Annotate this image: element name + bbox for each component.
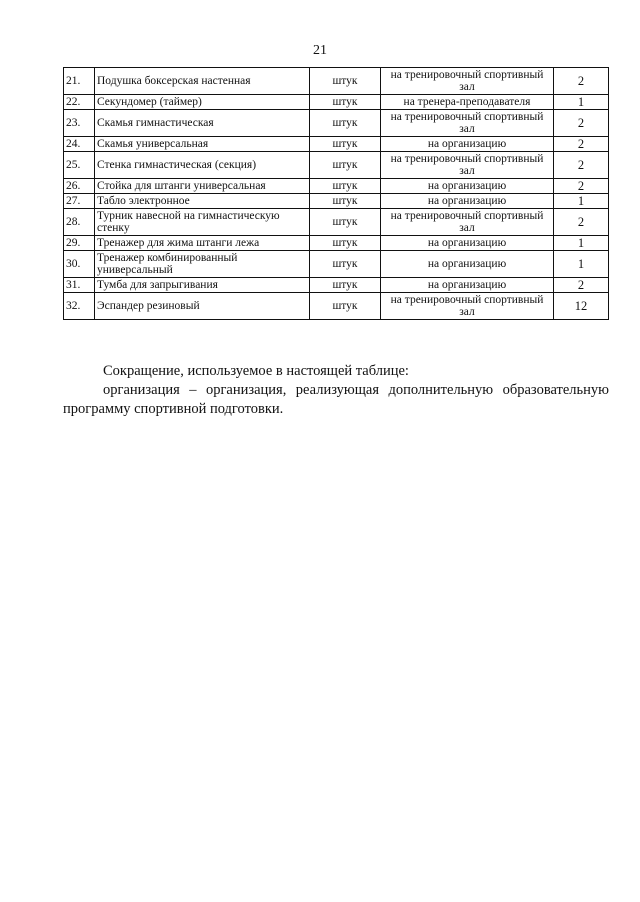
row-quantity: 1 — [554, 194, 609, 209]
row-number: 29. — [64, 236, 95, 251]
row-unit: штук — [310, 194, 381, 209]
row-quantity: 2 — [554, 137, 609, 152]
table-row — [64, 278, 609, 293]
table-row — [64, 236, 609, 251]
footnote-body: организация – организация, реализующая дополнительную образовательную программу спортивной подготовки. — [63, 382, 609, 417]
row-destination: на тренировочный спортивный зал — [381, 209, 554, 236]
row-name: Тренажер для жима штанги лежа — [95, 236, 310, 251]
equipment-table — [63, 67, 609, 320]
table-row — [64, 110, 609, 137]
row-unit: штук — [310, 293, 381, 320]
row-quantity: 2 — [554, 152, 609, 179]
row-number: 22. — [64, 95, 95, 110]
row-name: Турник навесной на гимнастическую стенку — [95, 209, 310, 236]
row-destination: на тренировочный спортивный зал — [381, 110, 554, 137]
row-name: Стенка гимнастическая (секция) — [95, 152, 310, 179]
row-name: Эспандер резиновый — [95, 293, 310, 320]
row-number: 24. — [64, 137, 95, 152]
row-unit: штук — [310, 110, 381, 137]
row-unit: штук — [310, 179, 381, 194]
row-name: Скамья универсальная — [95, 137, 310, 152]
table-row — [64, 152, 609, 179]
row-destination: на организацию — [381, 278, 554, 293]
table-row — [64, 251, 609, 278]
row-quantity: 2 — [554, 278, 609, 293]
row-unit: штук — [310, 152, 381, 179]
row-number: 27. — [64, 194, 95, 209]
row-name: Тумба для запрыгивания — [95, 278, 310, 293]
row-quantity: 1 — [554, 236, 609, 251]
row-quantity: 2 — [554, 179, 609, 194]
row-quantity: 2 — [554, 110, 609, 137]
row-quantity: 1 — [554, 95, 609, 110]
row-unit: штук — [310, 137, 381, 152]
row-name: Табло электронное — [95, 194, 310, 209]
row-number: 21. — [64, 68, 95, 95]
table-row — [64, 209, 609, 236]
table-row — [64, 95, 609, 110]
row-destination: на организацию — [381, 179, 554, 194]
row-name: Секундомер (таймер) — [95, 95, 310, 110]
row-unit: штук — [310, 209, 381, 236]
row-name: Подушка боксерская настенная — [95, 68, 310, 95]
footnote-title: Сокращение, используемое в настоящей таблице: — [103, 363, 409, 379]
row-name: Тренажер комбинированный универсальный — [95, 251, 310, 278]
page-number: 21 — [313, 43, 327, 58]
row-quantity: 1 — [554, 251, 609, 278]
row-quantity: 2 — [554, 68, 609, 95]
table-row — [64, 137, 609, 152]
row-destination: на тренировочный спортивный зал — [381, 152, 554, 179]
row-number: 30. — [64, 251, 95, 278]
table-row — [64, 194, 609, 209]
row-number: 31. — [64, 278, 95, 293]
table-row — [64, 68, 609, 95]
row-destination: на организацию — [381, 251, 554, 278]
row-number: 26. — [64, 179, 95, 194]
row-destination: на организацию — [381, 236, 554, 251]
row-name: Скамья гимнастическая — [95, 110, 310, 137]
row-destination: на организацию — [381, 194, 554, 209]
row-destination: на тренера-преподавателя — [381, 95, 554, 110]
row-destination: на тренировочный спортивный зал — [381, 68, 554, 95]
row-destination: на тренировочный спортивный зал — [381, 293, 554, 320]
table-row — [64, 179, 609, 194]
row-destination: на организацию — [381, 137, 554, 152]
row-unit: штук — [310, 236, 381, 251]
row-number: 25. — [64, 152, 95, 179]
row-name: Стойка для штанги универсальная — [95, 179, 310, 194]
row-unit: штук — [310, 278, 381, 293]
row-number: 32. — [64, 293, 95, 320]
row-quantity: 2 — [554, 209, 609, 236]
row-quantity: 12 — [554, 293, 609, 320]
row-number: 28. — [64, 209, 95, 236]
table-row — [64, 293, 609, 320]
row-unit: штук — [310, 95, 381, 110]
row-unit: штук — [310, 251, 381, 278]
row-number: 23. — [64, 110, 95, 137]
row-unit: штук — [310, 68, 381, 95]
